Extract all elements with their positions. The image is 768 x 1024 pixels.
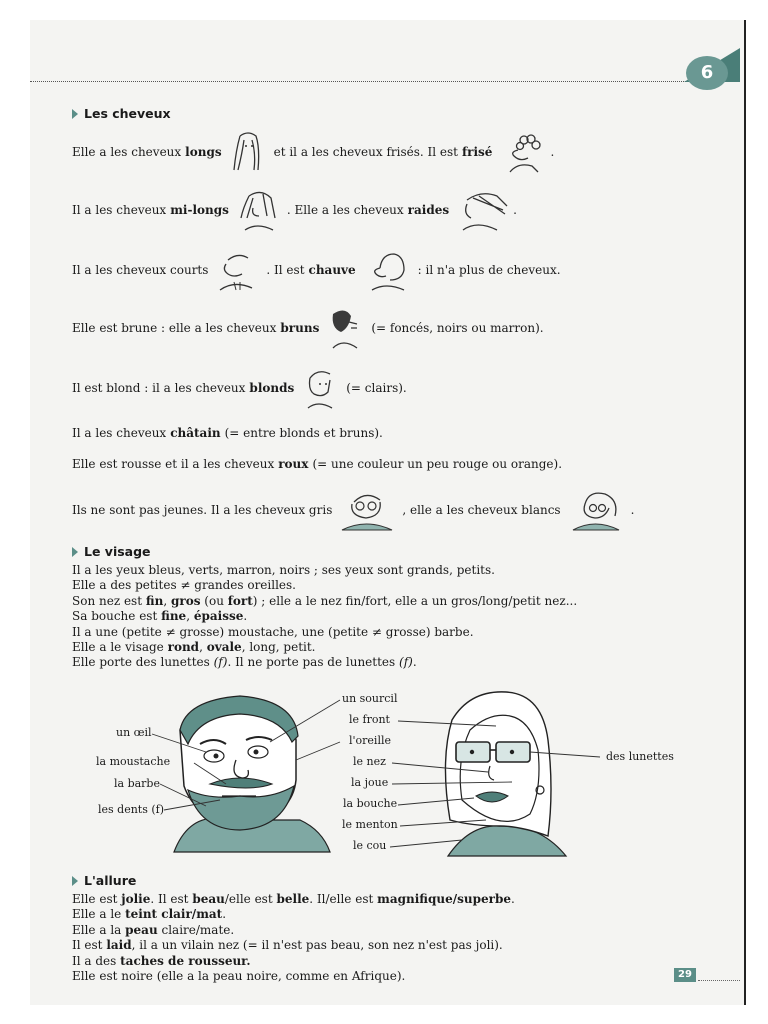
label-moustache: la moustache bbox=[96, 755, 171, 768]
label-barbe: la barbe bbox=[114, 777, 160, 790]
visage-line-nez: Son nez est fin, gros (ou fort) ; elle a le nez fin/fort, elle a un gros/long/petit nez... bbox=[72, 593, 578, 608]
visage-paragraph: Il a les yeux bleus, verts, marron, noirs ; ses yeux sont grands, petits. Elle a des petites ≠ grandes oreilles. Son nez est fin, gros (ou fort) ; elle a le nez fin/fort, elle a un gros/long/petit nez... Sa bouche est fine, épaisse. Il a une (petite ≠ grosse) moustache, une (petite ≠ grosse) barbe. Elle a le visage rond, ovale, long, petit. Elle porte des lunettes (f). Il ne porte pas de lunettes (f). bbox=[72, 563, 692, 671]
chapter-number: 6 bbox=[686, 56, 728, 90]
visage-line-bouche: Sa bouche est fine, épaisse. bbox=[72, 609, 248, 624]
allure-line-6: Elle est noire (elle a la peau noire, comme en Afrique). bbox=[72, 969, 406, 984]
label-oeil: un œil bbox=[116, 726, 152, 739]
label-front: le front bbox=[349, 713, 390, 726]
allure-paragraph bbox=[72, 892, 692, 984]
allure-line-5: Il a des taches de rousseur. bbox=[72, 953, 251, 968]
cheveux-line-3: Il a les cheveux courts . Il est chauve : il n'a plus de cheveux. bbox=[72, 248, 561, 292]
cheveux-line-7: Elle est rousse et il a les cheveux roux (= une couleur un peu rouge ou orange). bbox=[72, 457, 563, 471]
cheveux-line-6: Il a les cheveux châtain (= entre blonds et bruns). bbox=[72, 426, 383, 440]
allure-line-4: Il est laid, il a un vilain nez (= il n'est pas beau, son nez n'est pas joli). bbox=[72, 938, 503, 953]
page-number-rule bbox=[698, 980, 740, 981]
cheveux-line-1: Elle a les cheveux longs et il a les cheveux frisés. Il est frisé . bbox=[72, 130, 554, 174]
heading-visage: Le visage bbox=[72, 544, 151, 559]
allure-line-2: Elle a le teint clair/mat. bbox=[72, 907, 227, 922]
bullet-icon bbox=[72, 876, 78, 886]
cheveux-line-2: Il a les cheveux mi-longs . Elle a les cheveux raides . bbox=[72, 188, 517, 232]
label-cou: le cou bbox=[353, 839, 387, 852]
heading-cheveux: Les cheveux bbox=[72, 106, 171, 121]
page-number: 29 bbox=[674, 968, 696, 982]
label-nez: le nez bbox=[353, 755, 386, 768]
bearded-man-drawing bbox=[174, 696, 330, 852]
cheveux-line-8: Ils ne sont pas jeunes. Il a les cheveux gris , elle a les cheveux blancs . bbox=[72, 488, 634, 532]
cheveux-line-5: Il est blond : il a les cheveux blonds (= clairs). bbox=[72, 366, 407, 410]
label-dents: les dents (f) bbox=[98, 803, 165, 816]
allure-line-3: Elle a la peau claire/mate. bbox=[72, 922, 235, 937]
label-menton: le menton bbox=[342, 818, 398, 831]
heading-allure: L'allure bbox=[72, 873, 136, 888]
label-bouche: la bouche bbox=[343, 797, 398, 810]
visage-line-forme: Elle a le visage rond, ovale, long, petit. bbox=[72, 640, 316, 655]
allure-line-1: Elle est jolie. Il est beau/elle est belle. Il/elle est magnifique/superbe. bbox=[72, 892, 515, 906]
label-oreille: l'oreille bbox=[349, 734, 391, 747]
label-lunettes: des lunettes bbox=[606, 750, 674, 763]
cheveux-line-4: Elle est brune : elle a les cheveux bruns (= foncés, noirs ou marron). bbox=[72, 306, 544, 350]
visage-line-lunettes: Elle porte des lunettes (f). Il ne porte pas de lunettes (f). bbox=[72, 655, 417, 670]
woman-with-glasses-drawing bbox=[445, 692, 566, 856]
label-joue: la joue bbox=[351, 776, 389, 789]
label-sourcil: un sourcil bbox=[342, 692, 398, 705]
